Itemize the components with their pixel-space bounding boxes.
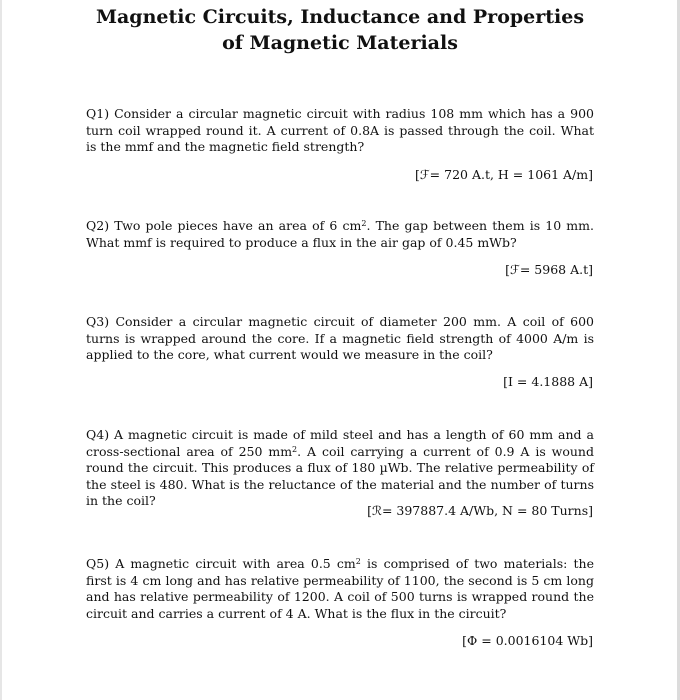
page-title [0,4,680,56]
question-5-sup: 2 [355,557,361,566]
question-2-sup: 2 [361,219,367,228]
answer-4: [ℛ= 397887.4 A/Wb, N = 80 Turns] [367,503,593,518]
question-5-text-b: is comprised of two materials: the first is 4 cm long and has relative permeability of 1100, the second is 5 cm long and has relative permeability of 1200. A coil of 500 turns is wrapped round the circuit and carries a current of 4 A. What is the flux in the circuit? [86,556,594,621]
title-line-2: of Magnetic Materials [222,32,458,54]
question-2 [86,218,594,251]
question-5-text-a: Q5) A magnetic circuit with area 0.5 cm [86,556,356,571]
answer-5: [Φ = 0.0016104 Wb] [462,633,593,648]
answer-2: [ℱ= 5968 A.t] [505,262,593,277]
question-5 [86,556,594,622]
question-1: Q1) Consider a circular magnetic circuit with radius 108 mm which has a 900 turn coil wrapped round it. A current of 0.8A is passed through the coil. What is the mmf and the magnetic field strength? [86,106,594,155]
title-line-1: Magnetic Circuits, Inductance and Properties [95,6,585,28]
answer-1: [ℱ= 720 A.t, H = 1061 A/m] [414,167,593,182]
question-2-text-a: Q2) Two pole pieces have an area of 6 cm [86,218,362,233]
question-4-text-b: . A coil carrying a current of 0.9 A is wound round the circuit. This produces a flux of 180 µWb. The relative permeability of the steel is 480. What is the reluctance of the material and the number of turns in the coil? [86,443,594,509]
question-4-text-a: Q4) A magnetic circuit is made of mild steel and has a length of 60 mm and a cross-sectional area of 250 mm [86,427,594,459]
question-3: Q3) Consider a circular magnetic circuit of diameter 200 mm. A coil of 600 turns is wrapped around the core. If a magnetic field strength of 4000 A/m is applied to the core, what current would we measure in the coil? [86,314,594,363]
question-2-text-b: . The gap between them is 10 mm. What mmf is required to produce a flux in the air gap of 0.45 mWb? [86,218,594,250]
question-4 [86,427,594,510]
question-4-sup: 2 [292,444,298,454]
answer-3: [I = 4.1888 A] [503,374,593,389]
